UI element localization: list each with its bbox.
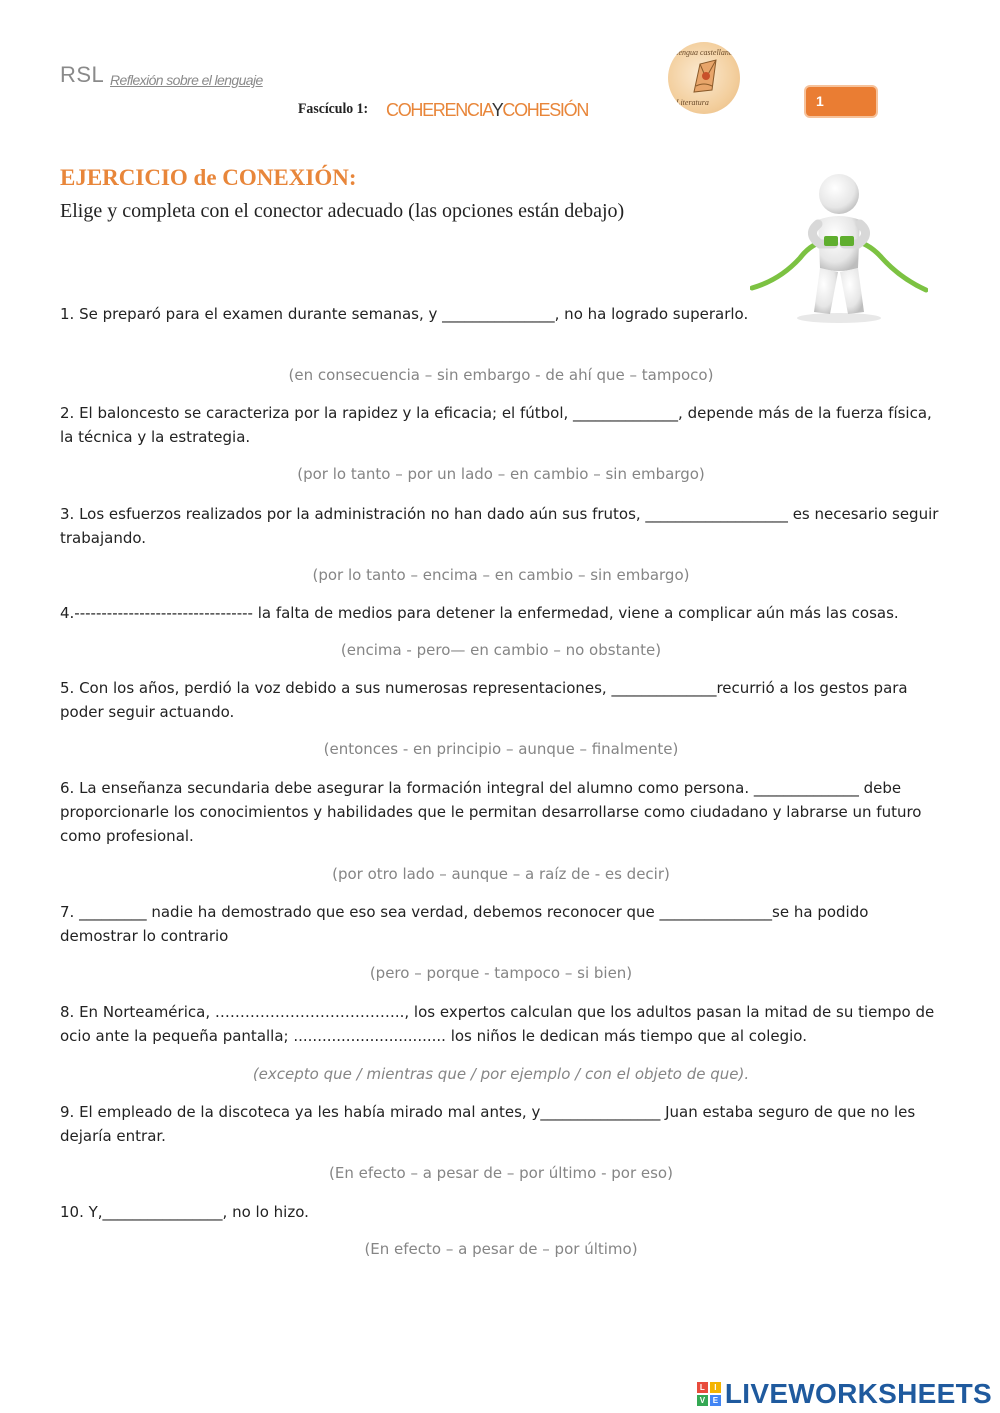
fasciculo-label: Fascículo 1: bbox=[298, 101, 369, 117]
logo bbox=[668, 42, 740, 114]
fasciculo-topic bbox=[386, 100, 588, 121]
question-5: 5. Con los años, perdió la voz debido a sus numerosas representaciones, ______________recurrió a los gestos para poder seguir actuando. bbox=[60, 679, 908, 721]
question-8-options: (excepto que / mientras que / por ejemplo / con el objeto de que). bbox=[252, 1065, 750, 1083]
question-9: 9. El empleado de la discoteca ya les había mirado mal antes, y________________ Juan estaba seguro de que no les dejaría entrar. bbox=[60, 1103, 916, 1145]
question-8: 8. En Norteamérica, ……………………………….., los expertos calculan que los adultos pasan la mitad de su tiempo de ocio ante la pequeña pantalla; ................................ los niños le dedican más tiempo que al colegio. bbox=[60, 1003, 935, 1045]
brand-text: LIVEWORKSHEETS bbox=[724, 1378, 992, 1409]
question-3: 3. Los esfuerzos realizados por la administración no han dado aún sus frutos, ___________________ es necesario seguir trabajando. bbox=[60, 505, 939, 547]
liveworksheets-brand bbox=[697, 1378, 992, 1410]
question-2: 2. El baloncesto se caracteriza por la rapidez y la eficacia; el fútbol, ______________, depende más de la fuerza física, la técnica y la estrategia. bbox=[60, 404, 932, 446]
liveworksheets-logo-icon bbox=[697, 1382, 721, 1406]
question-5-options: (entonces - en principio – aunque – finalmente) bbox=[323, 740, 679, 758]
question-1: 1. Se preparó para el examen durante semanas, y _______________, no ha logrado superarlo. bbox=[60, 305, 749, 323]
question-7: 7. _________ nadie ha demostrado que eso sea verdad, debemos reconocer que _______________se ha podido demostrar lo contrario bbox=[60, 903, 869, 945]
question-4: 4.--------------------------------- la falta de medios para detener la enfermedad, viene a complicar aún más las cosas. bbox=[60, 604, 899, 622]
figure-connecting-cables-icon bbox=[750, 168, 928, 324]
logo-text-top: Lengua castellana bbox=[674, 48, 733, 57]
question-7-options: (pero – porque - tampoco – si bien) bbox=[369, 964, 633, 982]
logo-text-bottom: Literatura bbox=[676, 98, 709, 107]
question-6: 6. La enseñanza secundaria debe asegurar la formación integral del alumno como persona. ______________ debe proporcionarle los conocimientos y habilidades que le permitan desarrollarse como ciudadano y labrarse un futuro como profesional. bbox=[60, 779, 922, 845]
header-subtitle: Reflexión sobre el lenguaje bbox=[110, 72, 263, 88]
brand-icon-letter: L bbox=[697, 1382, 708, 1393]
question-6-options: (por otro lado – aunque – a raíz de - es decir) bbox=[332, 865, 670, 883]
question-2-options: (por lo tanto – por un lado – en cambio – sin embargo) bbox=[297, 465, 705, 483]
brand-icon-letter: E bbox=[710, 1395, 721, 1406]
topic-y: Y bbox=[491, 100, 503, 120]
question-10: 10. Y,________________, no lo hizo. bbox=[60, 1203, 309, 1221]
topic-coherencia: COHERENCIA bbox=[386, 100, 492, 120]
header-rsl: RSL bbox=[60, 62, 105, 87]
question-4-options: (encima - pero— en cambio – no obstante) bbox=[340, 641, 662, 659]
page-number: 1 bbox=[816, 93, 824, 109]
page-number-badge bbox=[806, 87, 876, 116]
question-10-options: (En efecto – a pesar de – por último) bbox=[364, 1240, 638, 1258]
exercise-title: EJERCICIO de CONEXIÓN: bbox=[60, 165, 357, 190]
question-3-options: (por lo tanto – encima – en cambio – sin embargo) bbox=[312, 566, 690, 584]
brand-icon-letter: I bbox=[710, 1382, 721, 1393]
brand-icon-letter: V bbox=[697, 1395, 708, 1406]
exercise-instructions: Elige y completa con el conector adecuado (las opciones están debajo) bbox=[60, 200, 625, 222]
question-1-options: (en consecuencia – sin embargo - de ahí que – tampoco) bbox=[288, 366, 714, 384]
topic-cohesion: COHESIÓN bbox=[502, 100, 589, 120]
question-9-options: (En efecto – a pesar de – por último - por eso) bbox=[329, 1164, 673, 1182]
logo-illustration-icon bbox=[686, 56, 724, 96]
